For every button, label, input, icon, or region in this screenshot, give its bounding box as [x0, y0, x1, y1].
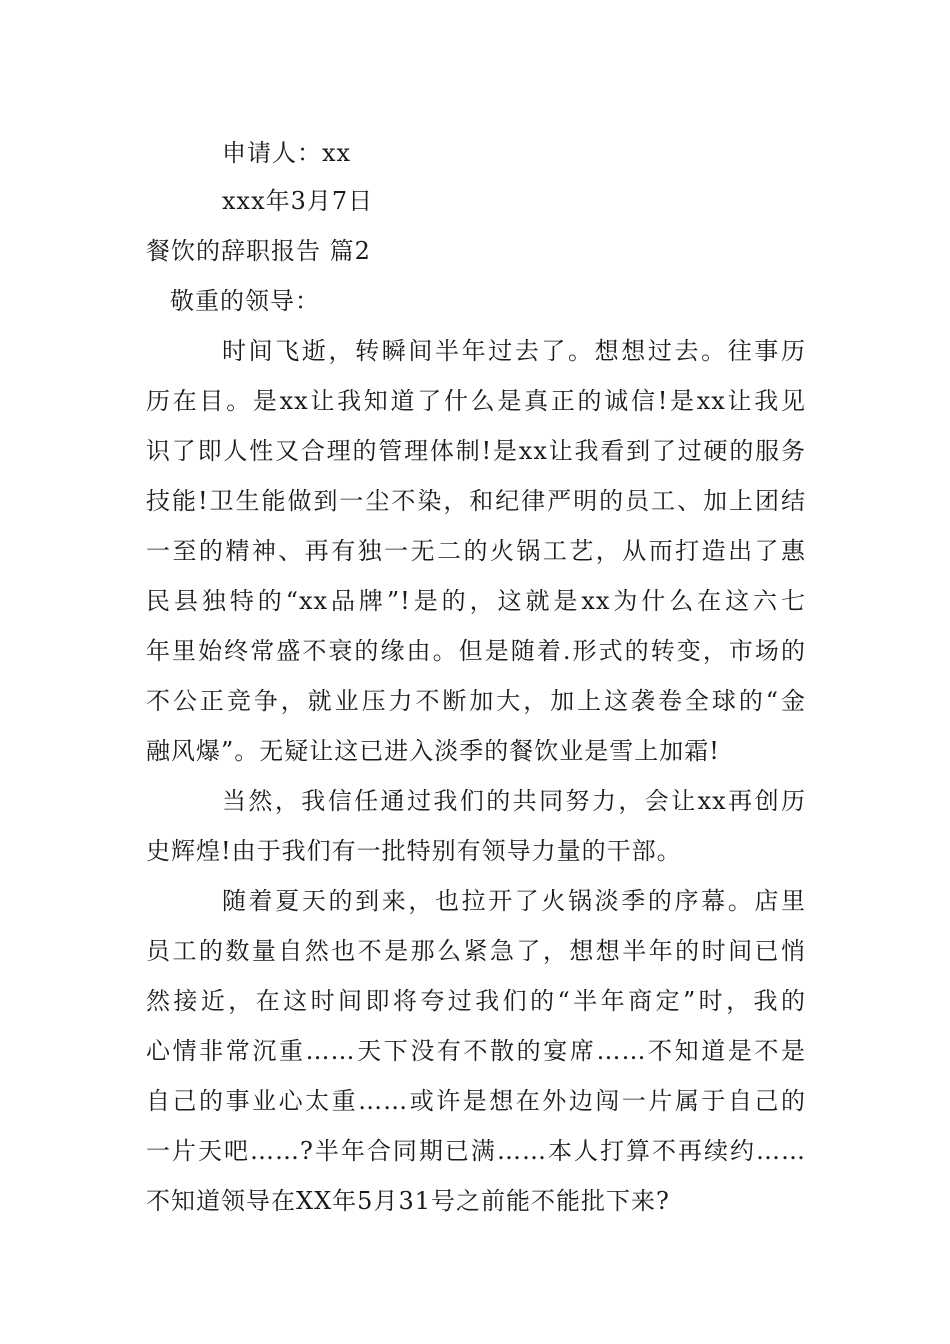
paragraph-line: 时间飞逝，转瞬间半年过去了。想想过去。往事历 — [222, 337, 806, 365]
paragraph-line: 随着夏天的到来，也拉开了火锅淡季的序幕。店里 — [222, 887, 806, 915]
paragraph-line: 然接近，在这时间即将夸过我们的“半年商定”时，我的 — [146, 987, 806, 1015]
paragraph-line: 当然，我信任通过我们的共同努力，会让xx再创历 — [222, 787, 806, 815]
section-title: 餐饮的辞职报告 篇2 — [146, 237, 371, 265]
paragraph-line: 历在目。是xx让我知道了什么是真正的诚信!是xx让我见 — [146, 387, 806, 415]
paragraph-line: 识了即人性又合理的管理体制!是xx让我看到了过硬的服务 — [146, 437, 806, 465]
paragraph-line: 不公正竞争，就业压力不断加大，加上这袭卷全球的“金 — [146, 687, 806, 715]
paragraph-line: 不知道领导在XX年5月31号之前能不能批下来? — [146, 1187, 670, 1215]
paragraph-line: 心情非常沉重……天下没有不散的宴席……不知道是不是 — [146, 1037, 806, 1065]
paragraph-line: 融风爆”。无疑让这已进入淡季的餐饮业是雪上加霜! — [146, 737, 720, 765]
paragraph-line: 年里始终常盛不衰的缘由。但是随着.形式的转变，市场的 — [146, 637, 806, 665]
paragraph-line: 史辉煌!由于我们有一批特别有领导力量的干部。 — [146, 837, 682, 865]
paragraph-line: 自己的事业心太重……或许是想在外边闯一片属于自己的 — [146, 1087, 806, 1115]
paragraph-line: 技能!卫生能做到一尘不染，和纪律严明的员工、加上团结 — [146, 487, 806, 515]
paragraph-line: 民县独特的“xx品牌”!是的，这就是xx为什么在这六七 — [146, 587, 806, 615]
paragraph-line: 一片天吧……?半年合同期已满……本人打算不再续约…… — [146, 1137, 806, 1165]
date-line: xxx年3月7日 — [222, 187, 374, 215]
paragraph-line: 一至的精神、再有独一无二的火锅工艺，从而打造出了惠 — [146, 537, 806, 565]
applicant-line: 申请人：xx — [222, 139, 352, 167]
salutation: 敬重的领导： — [170, 287, 320, 315]
paragraph-line: 员工的数量自然也不是那么紧急了，想想半年的时间已悄 — [146, 937, 806, 965]
